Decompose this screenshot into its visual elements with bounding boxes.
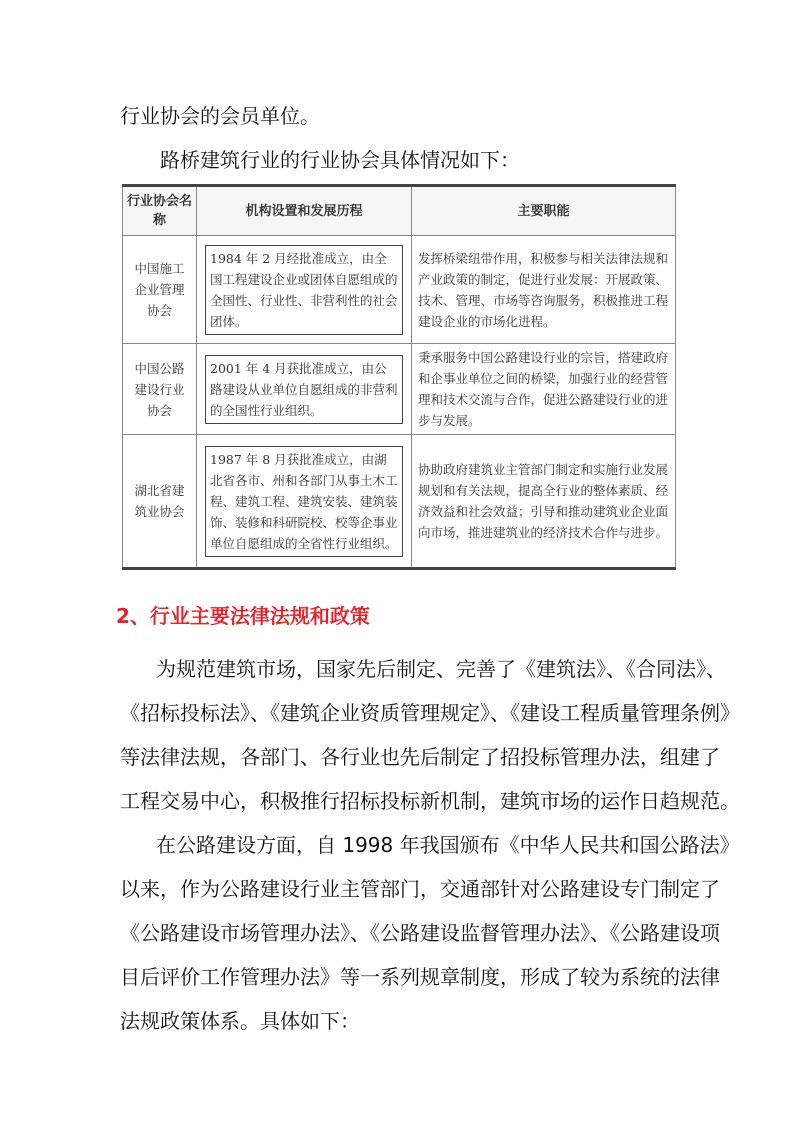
history-box: 2001 年 4 月获批准成立，由公路建设从业单位自愿组成的非营利的全国性行业组织。 (205, 355, 403, 424)
paragraph-line: 以来，作为公路建设行业主管部门，交通部针对公路建设专门制定了 (120, 877, 720, 901)
table-header-row (123, 186, 676, 236)
paragraph-line: 等法律法规，各部门、各行业也先后制定了招投标管理办法，组建了 (120, 745, 720, 769)
association-name: 中国施工企业管理协会 (123, 236, 197, 344)
intro-line-2: 路桥建筑行业的行业协会具体情况如下： (160, 148, 520, 172)
paragraph-line: 《招标投标法》、《建筑企业资质管理规定》、《建设工程质量管理条例》 (120, 701, 740, 725)
paragraph-line: 工程交易中心，积极推行招标投标新机制，建筑市场的运作日趋规范。 (120, 789, 740, 813)
header-history: 机构设置和发展历程 (197, 186, 412, 236)
history-box: 1987 年 8 月获批准成立，由湖北省各市、州和各部门从事土木工程、建筑工程、建筑安装、建筑装饰、装修和科研院校、校等企事业单位自愿组成的全省性行业组织。 (205, 446, 403, 557)
history-box: 1984 年 2 月经批准成立，由全国工程建设企业或团体自愿组成的全国性、行业性、非营利性的社会团体。 (205, 245, 403, 335)
header-functions: 主要职能 (412, 186, 676, 236)
industry-association-table (122, 184, 676, 570)
association-history (197, 344, 412, 435)
association-functions: 发挥桥梁纽带作用，积极参与相关法律法规和产业政策的制定，促进行业发展：开展政策、技术、管理、市场等咨询服务，积极推进工程建设企业的市场化进程。 (412, 236, 676, 344)
paragraph-line: 法规政策体系。具体如下： (120, 1009, 360, 1033)
association-name: 湖北省建筑业协会 (123, 435, 197, 569)
section-heading: 2、行业主要法律法规和政策 (116, 604, 370, 628)
association-name: 中国公路建设行业协会 (123, 344, 197, 435)
paragraph-line: 为规范建筑市场，国家先后制定、完善了《建筑法》、《合同法》、 (156, 657, 726, 681)
association-history (197, 435, 412, 569)
association-history (197, 236, 412, 344)
association-functions: 协助政府建筑业主管部门制定和实施行业发展规划和有关法规，提高全行业的整体素质、经济效益和社会效益；引导和推动建筑业企业面向市场，推进建筑业的经济技术合作与进步。 (412, 435, 676, 569)
table-row (123, 344, 676, 435)
intro-line-1: 行业协会的会员单位。 (120, 104, 320, 128)
paragraph-line: 《公路建设市场管理办法》、《公路建设监督管理办法》、《公路建设项 (120, 921, 720, 945)
association-functions: 秉承服务中国公路建设行业的宗旨，搭建政府和企事业单位之间的桥梁，加强行业的经营管理和技术交流与合作，促进公路建设行业的进步与发展。 (412, 344, 676, 435)
paragraph-line: 目后评价工作管理办法》等一系列规章制度，形成了较为系统的法律 (120, 965, 720, 989)
paragraph-line: 在公路建设方面，自 1998 年我国颁布《中华人民共和国公路法》 (156, 833, 740, 857)
header-association-name: 行业协会名称 (123, 186, 197, 236)
table-row (123, 236, 676, 344)
table-row (123, 435, 676, 569)
